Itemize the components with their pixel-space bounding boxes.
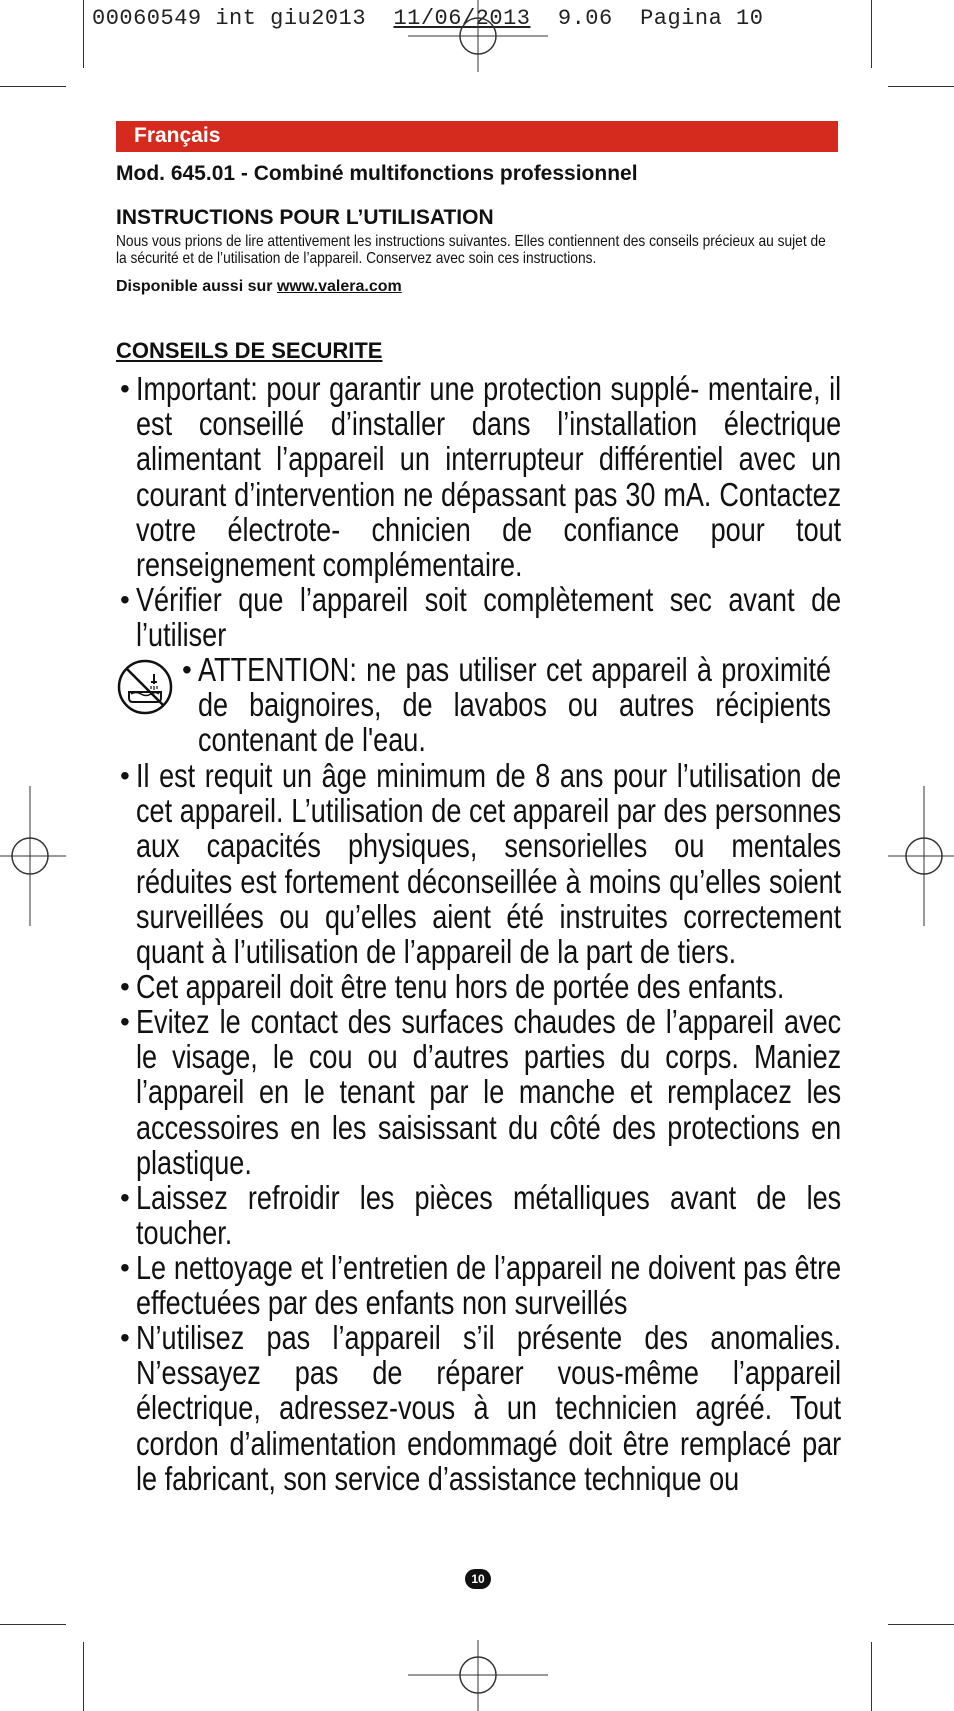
availability-label: Disponible aussi sur <box>116 278 273 295</box>
list-item-text: • Laissez refroidir les pièces métalliques avant de les toucher. <box>136 1179 842 1252</box>
list-item-text: • Important: pour garantir une protection supplé- mentaire, il est conseillé d’installer dans l’installation électrique alimentant l’appareil un interrupteur différentiel avec un courant d’intervention ne dépassant pas 30 mA. Contactez votre électrote- chnicien de confiance pour tout renseignement complémentaire. <box>136 370 842 584</box>
language-label: Français <box>134 124 221 147</box>
section-title: CONSEILS DE SECURITE <box>116 338 383 363</box>
list-item <box>116 1249 842 1322</box>
list-item <box>116 1003 842 1181</box>
crop-mark <box>888 1624 954 1625</box>
list-item <box>116 969 838 1004</box>
crop-mark <box>83 0 84 68</box>
list-item-text: • N’utilisez pas l’appareil s’il présente des anomalies. N’essayez pas de réparer vous-même l’appareil électrique, adressez-vous à un technicien agréé. Tout cordon d’alimentation endommagé doit être remplacé par le fabricant, son service d’assistance technique ou <box>136 1319 842 1497</box>
crop-mark <box>871 1642 872 1711</box>
registration-mark-icon <box>0 786 66 926</box>
slug-file: 00060549 int giu2013 <box>92 6 367 31</box>
crop-mark <box>888 86 954 87</box>
list-item <box>116 581 842 654</box>
website-link[interactable]: www.valera.com <box>276 278 402 295</box>
instructions-title: INSTRUCTIONS POUR L’UTILISATION <box>116 206 494 229</box>
crop-mark <box>83 1642 84 1711</box>
registration-mark-icon <box>408 0 548 72</box>
list-item <box>116 757 842 971</box>
slug-page: Pagina 10 <box>640 6 764 31</box>
list-item-text: • ATTENTION: ne pas utiliser cet appareil à proximité de baignoires, de lavabos ou autres récipients contenant de l'eau. <box>198 651 832 759</box>
registration-mark-icon <box>408 1640 548 1711</box>
availability-line <box>116 278 402 296</box>
list-item <box>116 1179 842 1252</box>
crop-mark <box>0 86 66 87</box>
crop-mark <box>0 1624 66 1625</box>
page-number: 10 <box>465 1569 491 1589</box>
list-item <box>116 370 842 584</box>
list-item-text: • Vérifier que l’appareil soit complètement sec avant de l’utiliser <box>136 581 842 654</box>
language-banner <box>116 121 838 152</box>
list-item-text: • Il est requit un âge minimum de 8 ans pour l’utilisation de cet appareil. L’utilisation de cet appareil par des personnes aux capacités physiques, sensorielles ou mentales réduites est fortement déconseillée à moins qu’elles soient surveillées ou qu’elles aient été instruites correctement quant à l’utilisation de l’appareil de la part de tiers. <box>136 757 842 971</box>
slug-time: 9.06 <box>557 6 613 31</box>
list-item-text: • Le nettoyage et l’entretien de l’appareil ne doivent pas être effectuées par des enfants non surveillés <box>136 1249 842 1322</box>
model-title: Mod. 645.01 - Combiné multifonctions professionnel <box>116 162 638 185</box>
no-water-bath-icon <box>116 658 174 716</box>
list-item-text: • Cet appareil doit être tenu hors de portée des enfants. <box>136 968 785 1005</box>
list-item-text: • Evitez le contact des surfaces chaudes de l’appareil avec le visage, le cou ou d’autres parties du corps. Maniez l’appareil en le tenant par le manche et remplacez les accessoires en les saisissant du côté des protections en plastique. <box>136 1003 842 1181</box>
slug-date: 11/06/2013 <box>393 6 531 31</box>
list-item <box>116 1319 842 1497</box>
intro-paragraph: Nous vous prions de lire attentivement les instructions suivantes. Elles contiennent des conseils précieux au sujet de la sécurité et de l’utilisation de l’appareil. Conservez avec soin ces instructions. <box>116 233 826 267</box>
registration-mark-icon <box>888 786 954 926</box>
crop-mark <box>871 0 872 68</box>
safety-list <box>116 370 842 1497</box>
list-item-warning <box>116 652 838 758</box>
